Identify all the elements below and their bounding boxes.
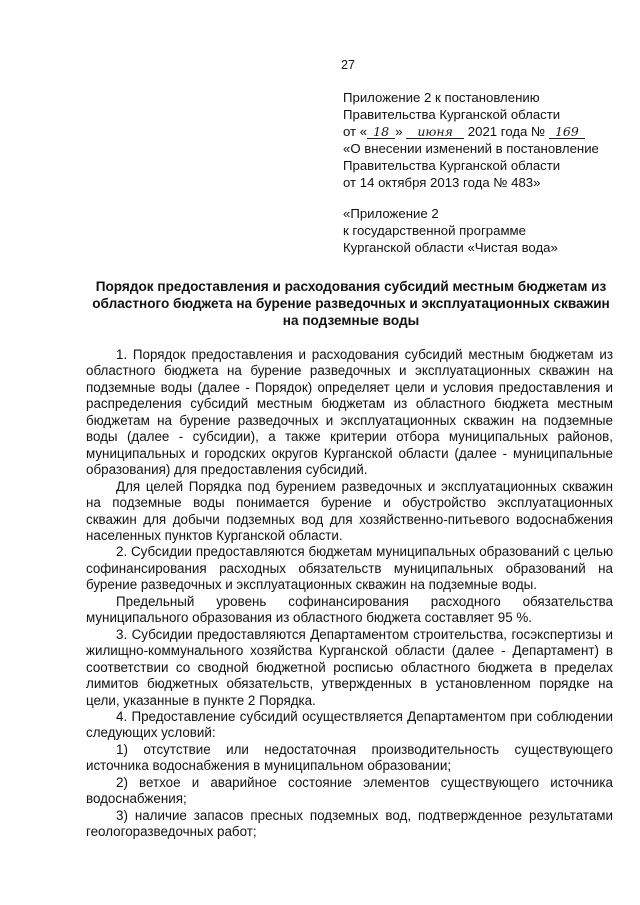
handwritten-month: июня — [406, 125, 464, 139]
appendix-line: к государственной программе — [343, 223, 526, 238]
appendix-date-line — [343, 123, 633, 140]
appendix-line: Правительства Курганской области — [343, 107, 561, 122]
paragraph: 4. Предоставление субсидий осуществляется Департаментом при соблюдении следующих условий: — [86, 708, 613, 741]
paragraph: 2. Субсидии предоставляются бюджетам муниципальных образований с целью софинансирования расходных обязательств муниципальных образований на бурение разведочных и эксплуатационных скважин на подземные воды. — [86, 544, 613, 593]
appendix-line: Курганской области «Чистая вода» — [343, 240, 558, 255]
paragraph: 3. Субсидии предоставляются Департаментом строительства, госэкспертизы и жилищно-коммунального хозяйства Курганской области (далее - Департамент) в соответствии со сводной бюджетной росписью областного бюджета в пределах лимитов бюджетных обязательств, утвержденных в установленном порядке на цели, указанные в пункте 2 Порядка. — [86, 626, 613, 708]
handwritten-day: 18 — [367, 125, 395, 139]
handwritten-number: 169 — [549, 125, 585, 139]
quote-close: » — [395, 124, 403, 139]
appendix-line: Правительства Курганской области — [343, 158, 561, 173]
page-number: 27 — [341, 58, 355, 72]
appendix-line: «Приложение 2 — [343, 206, 439, 221]
paragraph: Предельный уровень софинансирования расходного обязательства муниципального образования из областного бюджета составляет 95 %. — [86, 593, 613, 626]
quote-open: « — [359, 124, 368, 139]
document-body — [86, 347, 613, 841]
appendix-line: Приложение 2 к постановлению — [343, 90, 540, 105]
paragraph: 1) отсутствие или недостаточная производительность существующего источника водоснабжения в муниципальном образовании; — [86, 741, 613, 774]
appendix-line: «О внесении изменений в постановление — [343, 141, 599, 156]
appendix-line: от 14 октября 2013 года № 483» — [343, 175, 541, 190]
document-title: Порядок предоставления и расходования субсидий местным бюджетам из областного бюджета на бурение разведочных и эксплуатационных скважин на подземные воды — [92, 279, 610, 328]
year-text: 2021 года № — [467, 124, 546, 139]
appendix-header — [343, 89, 633, 191]
from-prefix: от — [343, 124, 357, 139]
paragraph: 1. Порядок предоставления и расходования субсидий местным бюджетам из областного бюджета на бурение разведочных и эксплуатационных скважин на подземные воды (далее - Порядок) определяет цели и условия предоставления и распределения субсидий местным бюджетам из областного бюджета местным бюджетам на бурение разведочных и эксплуатационных скважин на подземные воды (далее - субсидии), а также критерии отбора муниципальных районов, муниципальных и городских округов Курганской области (далее - муниципальные образования) для предоставления субсидий. — [86, 347, 613, 478]
paragraph: Для целей Порядка под бурением разведочных и эксплуатационных скважин на подземные воды понимается бурение и обустройство эксплуатационных скважин для добычи подземных вод для хозяйственно-питьевого водоснабжения населенных пунктов Курганской области. — [86, 478, 613, 543]
paragraph: 3) наличие запасов пресных подземных вод, подтвержденное результатами геологоразведочных работ; — [86, 807, 613, 840]
paragraph: 2) ветхое и аварийное состояние элементов существующего источника водоснабжения; — [86, 774, 613, 807]
appendix-program-header — [343, 205, 633, 256]
